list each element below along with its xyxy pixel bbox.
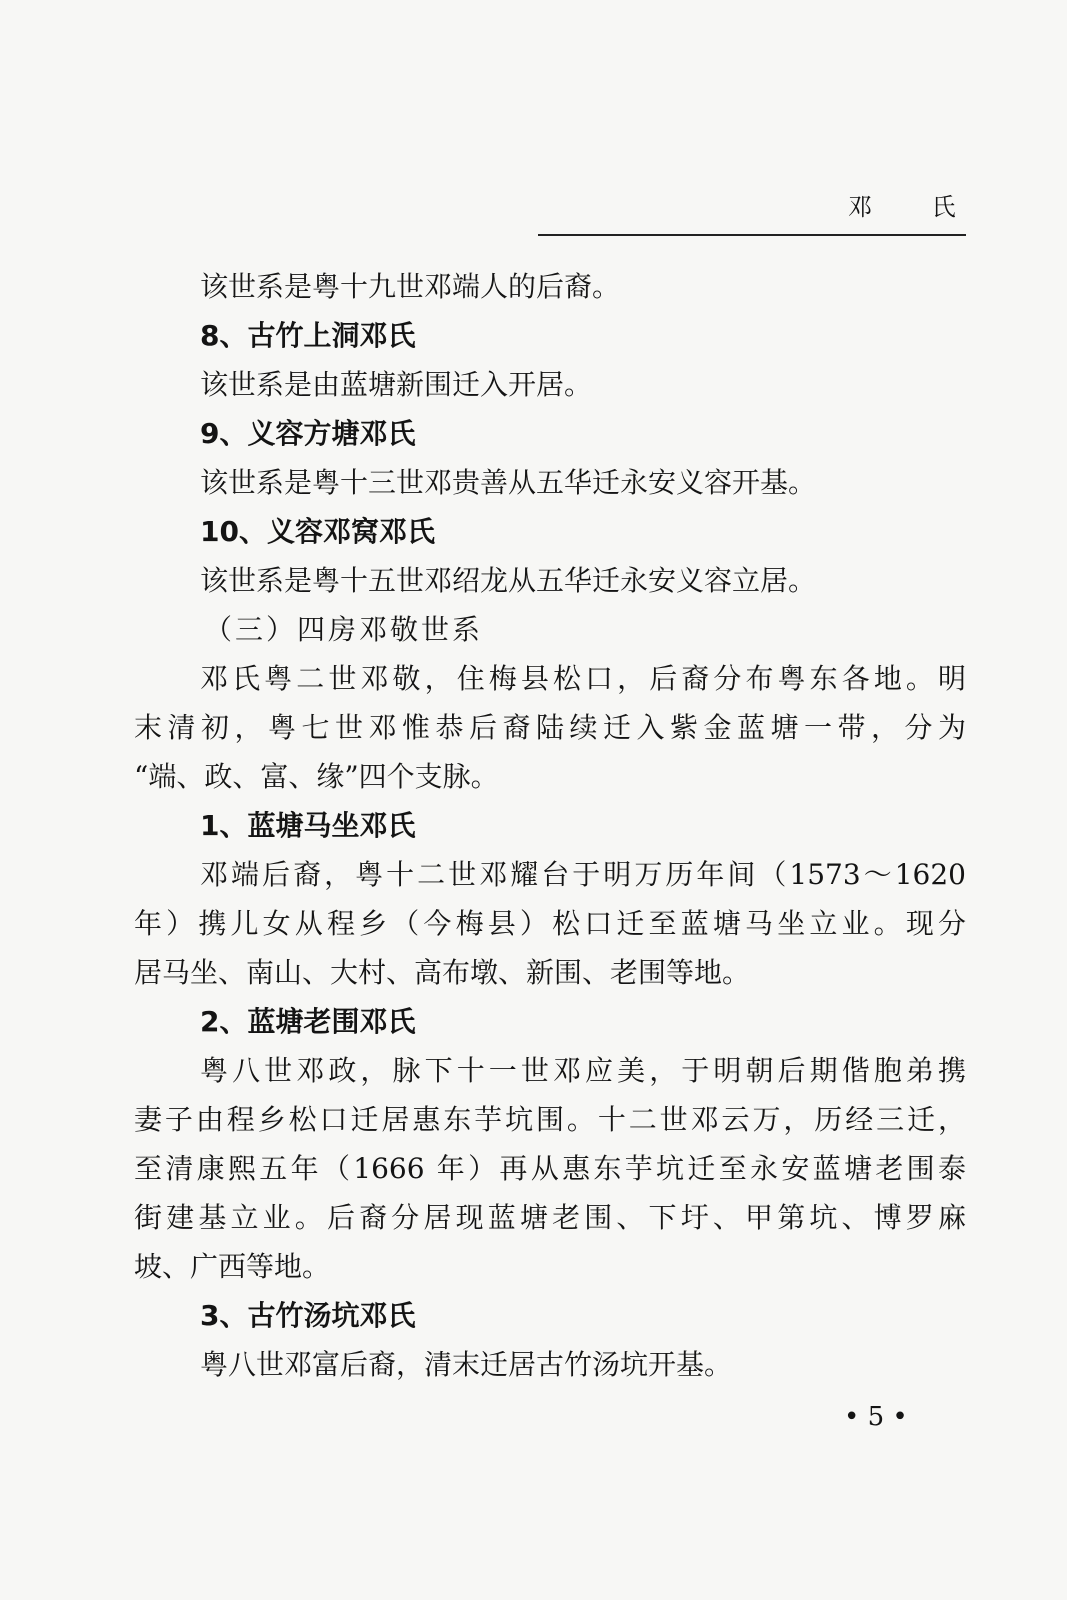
page-number: • 5 • xyxy=(844,1402,908,1432)
body-paragraph-continued: 至清康熙五年（1666 年）再从惠东芋坑迁至永安蓝塘老围泰 xyxy=(134,1152,966,1185)
body-paragraph-continued: 妻子由程乡松口迁居惠东芋坑围。十二世邓云万，历经三迁， xyxy=(134,1103,966,1136)
body-paragraph: 该世系是粤十三世邓贵善从五华迁永安义容开基。 xyxy=(200,466,817,499)
running-title: 邓 氏 xyxy=(848,193,982,221)
chapter-subheading: （三）四房邓敬世系 xyxy=(204,613,484,646)
body-paragraph-continued: 居马坐、南山、大村、高布墩、新围、老围等地。 xyxy=(134,956,751,989)
body-paragraph: 邓端后裔，粤十二世邓耀台于明万历年间（1573～1620 xyxy=(200,858,966,891)
body-paragraph: 邓氏粤二世邓敬，住梅县松口，后裔分布粤东各地。明 xyxy=(200,662,966,695)
body-paragraph: 该世系是由蓝塘新围迁入开居。 xyxy=(200,368,593,401)
page-body xyxy=(134,262,966,1389)
body-paragraph: 粤八世邓富后裔，清末迁居古竹汤坑开基。 xyxy=(200,1348,733,1381)
body-paragraph-continued: 末清初，粤七世邓惟恭后裔陆续迁入紫金蓝塘一带，分为 xyxy=(134,711,966,744)
body-paragraph-continued: 年）携儿女从程乡（今梅县）松口迁至蓝塘马坐立业。现分 xyxy=(134,907,966,940)
section-heading: 3、古竹汤坑邓氏 xyxy=(200,1299,416,1332)
body-paragraph: 粤八世邓政，脉下十一世邓应美，于明朝后期偕胞弟携 xyxy=(200,1054,966,1087)
body-paragraph: 该世系是粤十五世邓绍龙从五华迁永安义容立居。 xyxy=(200,564,817,597)
body-paragraph-continued: 坡、广西等地。 xyxy=(134,1250,331,1283)
section-heading: 2、蓝塘老围邓氏 xyxy=(200,1005,416,1038)
section-heading: 9、义容方塘邓氏 xyxy=(200,417,416,450)
body-paragraph-continued: 街建基立业。后裔分居现蓝塘老围、下圩、甲第坑、博罗麻 xyxy=(134,1201,966,1234)
body-paragraph-continued: “端、政、富、缘”四个支脉。 xyxy=(134,760,499,793)
section-heading: 10、义容邓窝邓氏 xyxy=(200,515,435,548)
header-rule xyxy=(538,234,966,236)
section-heading: 8、古竹上洞邓氏 xyxy=(200,319,416,352)
section-heading: 1、蓝塘马坐邓氏 xyxy=(200,809,416,842)
body-paragraph: 该世系是粤十九世邓端人的后裔。 xyxy=(200,270,621,303)
